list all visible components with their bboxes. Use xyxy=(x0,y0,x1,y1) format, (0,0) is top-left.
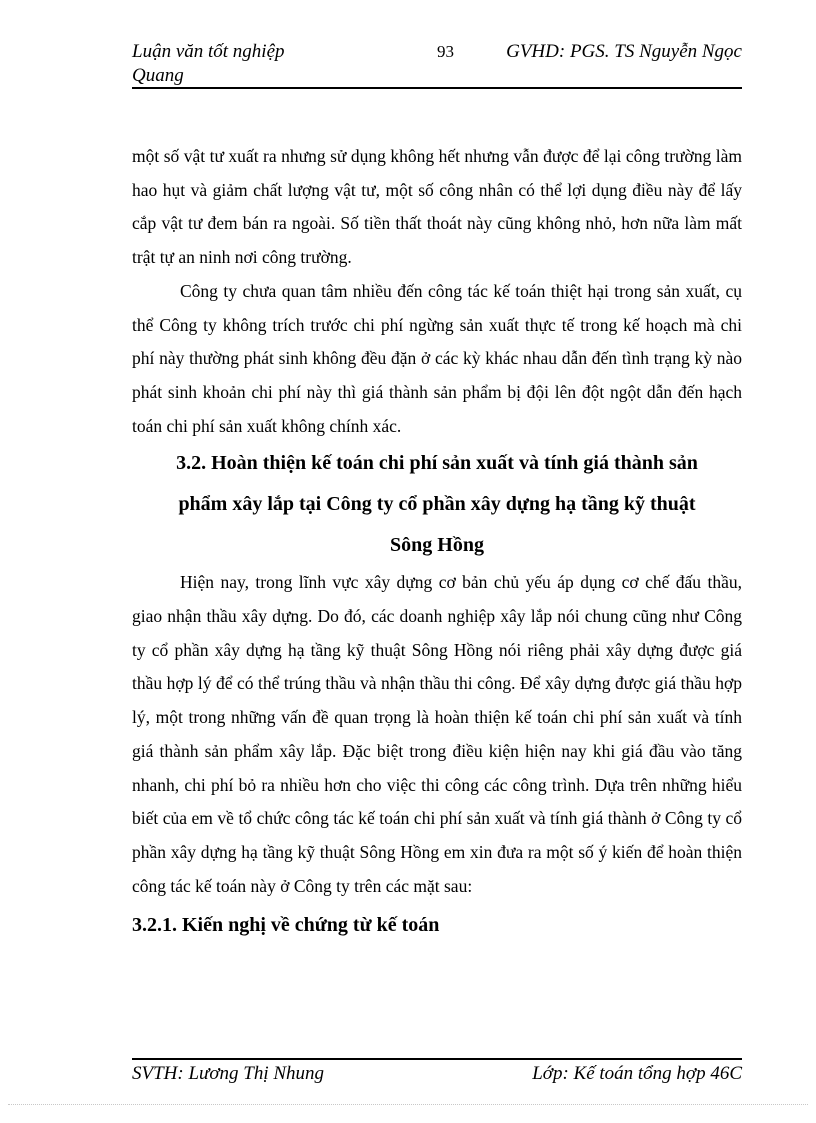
body-paragraph-1: một số vật tư xuất ra nhưng sử dụng không hết nhưng vẫn được để lại công trường làm hao hụt và giảm chất lượng vật tư, một số công nhân có thể lợi dụng điều này để lấy cắp vật tư đem bán ra ngoài. Số tiền thất thoát này cũng không nhỏ, hơn nữa làm mất trật tự an ninh nơi công trường. xyxy=(132,146,742,268)
page-footer xyxy=(132,1061,742,1087)
header-left-line2: Quang xyxy=(132,65,184,86)
page-number: 93 xyxy=(437,42,454,61)
subsection-heading: 3.2.1. Kiến nghị về chứng từ kế toán xyxy=(132,914,440,937)
section-paragraph: Hiện nay, trong lĩnh vực xây dựng cơ bản chủ yếu áp dụng cơ chế đấu thầu, giao nhận thầu xây dựng. Do đó, các doanh nghiệp xây lắp nói chung cũng như Công ty cổ phần xây dựng hạ tầng kỹ thuật Sông Hồng nói riêng phải xây dựng được giá thầu hợp lý để có thể trúng thầu và nhận thầu thi công. Để xây dựng được giá thầu hợp lý, một trong những vấn đề quan trọng là hoàn thiện kế toán chi phí sản xuất và tính giá thành sản phẩm xây lắp. Đặc biệt trong điều kiện hiện nay khi giá đầu vào tăng nhanh, chi phí bỏ ra nhiều hơn cho việc thi công các công trình. Dựa trên những hiểu biết của em về tổ chức công tác kế toán chi phí sản xuất và tính giá thành ở Công ty cổ phần xây dựng hạ tầng kỹ thuật Sông Hồng em xin đưa ra một số ý kiến để hoàn thiện công tác kế toán này ở Công ty trên các mặt sau: xyxy=(132,572,742,896)
footer-divider xyxy=(132,1058,742,1060)
section-heading-line1: 3.2. Hoàn thiện kế toán chi phí sản xuất và tính giá thành sản xyxy=(176,452,698,475)
section-heading-line2: phẩm xây lắp tại Công ty cổ phần xây dựng hạ tầng kỹ thuật xyxy=(178,493,696,516)
header-left-line1: Luận văn tốt nghiệp xyxy=(132,41,285,62)
page-body xyxy=(132,140,742,947)
footer-student: SVTH: Lương Thị Nhung xyxy=(132,1063,325,1084)
page-header xyxy=(132,40,742,88)
page-edge xyxy=(8,1104,808,1115)
footer-class: Lớp: Kế toán tổng hợp 46C xyxy=(532,1063,742,1084)
header-thesis-title xyxy=(132,40,332,88)
body-paragraph-2: Công ty chưa quan tâm nhiều đến công tác kế toán thiệt hại trong sản xuất, cụ thể Công ty không trích trước chi phí ngừng sản xuất thực tế trong kế hoạch mà chi phí này thường phát sinh không đều đặn ở các kỳ khác nhau dẫn đến tình trạng kỳ nào phát sinh khoản chi phí này thì giá thành sản phẩm bị đội lên đột ngột dẫn đến hạch toán chi phí sản xuất không chính xác. xyxy=(132,280,742,436)
section-heading xyxy=(132,443,742,566)
header-divider xyxy=(132,87,742,89)
header-supervisor: GVHD: PGS. TS Nguyễn Ngọc xyxy=(506,41,742,62)
section-heading-line3: Sông Hồng xyxy=(390,534,484,557)
